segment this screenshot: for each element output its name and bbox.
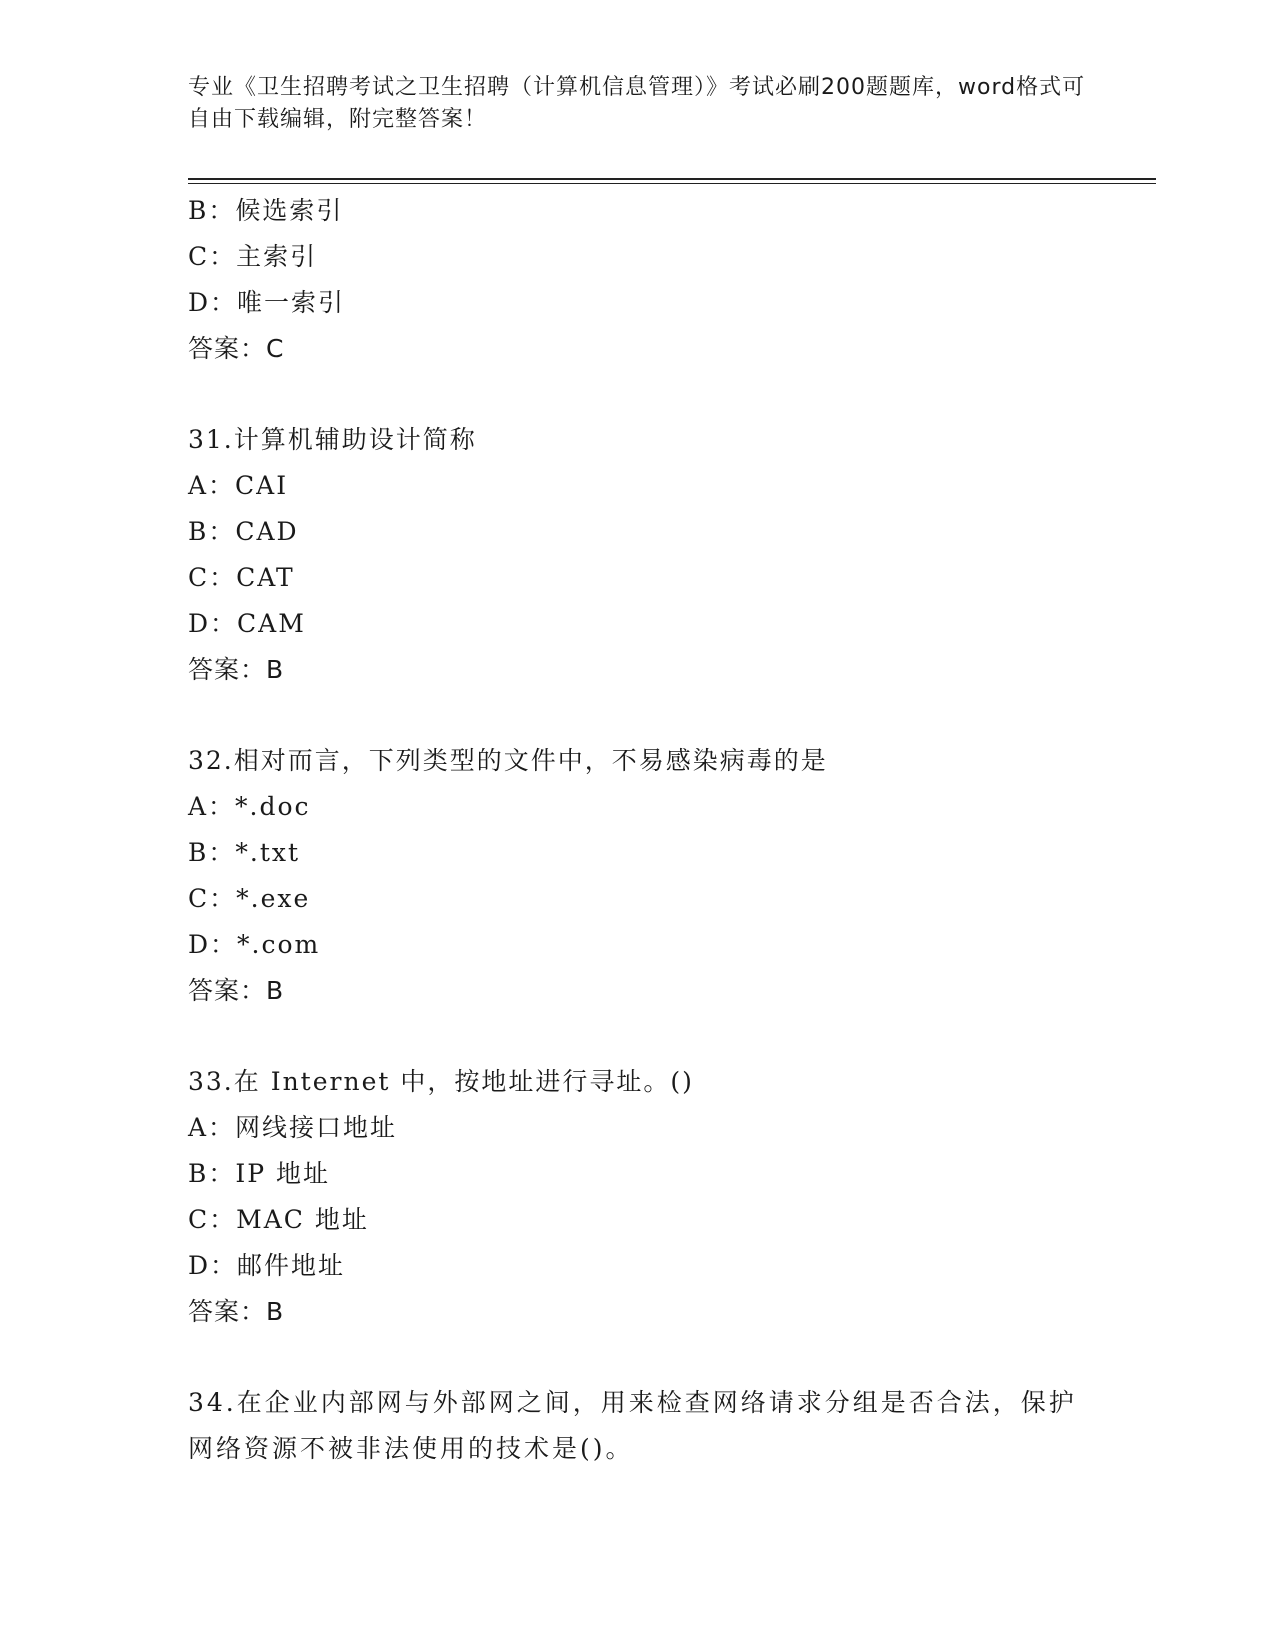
question-31 bbox=[188, 417, 1088, 693]
answer-label: 答案：B bbox=[188, 1297, 285, 1326]
option-d: D：CAM bbox=[188, 609, 306, 638]
option-c: C：主索引 bbox=[188, 242, 318, 271]
question-34 bbox=[188, 1380, 1088, 1472]
option-a: A：CAI bbox=[188, 471, 289, 500]
option-a: A：*.doc bbox=[188, 792, 311, 821]
option-c: C：*.exe bbox=[188, 884, 311, 913]
option-c: C：CAT bbox=[188, 563, 295, 592]
option-d: D：*.com bbox=[188, 930, 321, 959]
document-header: 专业《卫生招聘考试之卫生招聘（计算机信息管理）》考试必刷200题题库，word格式可自由下载编辑，附完整答案！ bbox=[188, 75, 1086, 132]
question-text: 32.相对而言，下列类型的文件中，不易感染病毒的是 bbox=[188, 746, 828, 775]
question-content bbox=[188, 188, 1088, 1472]
header-divider bbox=[188, 178, 1156, 184]
question-text: 34.在企业内部网与外部网之间，用来检查网络请求分组是否合法，保护网络资源不被非法使用的技术是()。 bbox=[188, 1388, 1077, 1463]
option-c: C：MAC 地址 bbox=[188, 1205, 369, 1234]
spacer bbox=[188, 693, 1088, 738]
option-b: B：*.txt bbox=[188, 838, 301, 867]
question-32 bbox=[188, 738, 1088, 1014]
answer-label: 答案：B bbox=[188, 976, 285, 1005]
option-b: B：候选索引 bbox=[188, 196, 344, 225]
option-d: D：邮件地址 bbox=[188, 1251, 346, 1280]
answer-label: 答案：B bbox=[188, 655, 285, 684]
spacer bbox=[188, 1335, 1088, 1380]
option-a: A：网线接口地址 bbox=[188, 1113, 398, 1142]
option-b: B：IP 地址 bbox=[188, 1159, 331, 1188]
spacer bbox=[188, 372, 1088, 417]
question-33 bbox=[188, 1059, 1088, 1335]
spacer bbox=[188, 1014, 1088, 1059]
answer-label: 答案：C bbox=[188, 334, 285, 363]
prev-question-block bbox=[188, 188, 1088, 372]
option-b: B：CAD bbox=[188, 517, 299, 546]
question-text: 31.计算机辅助设计简称 bbox=[188, 425, 477, 454]
option-d: D：唯一索引 bbox=[188, 288, 346, 317]
question-text: 33.在 Internet 中，按地址进行寻址。() bbox=[188, 1067, 694, 1096]
